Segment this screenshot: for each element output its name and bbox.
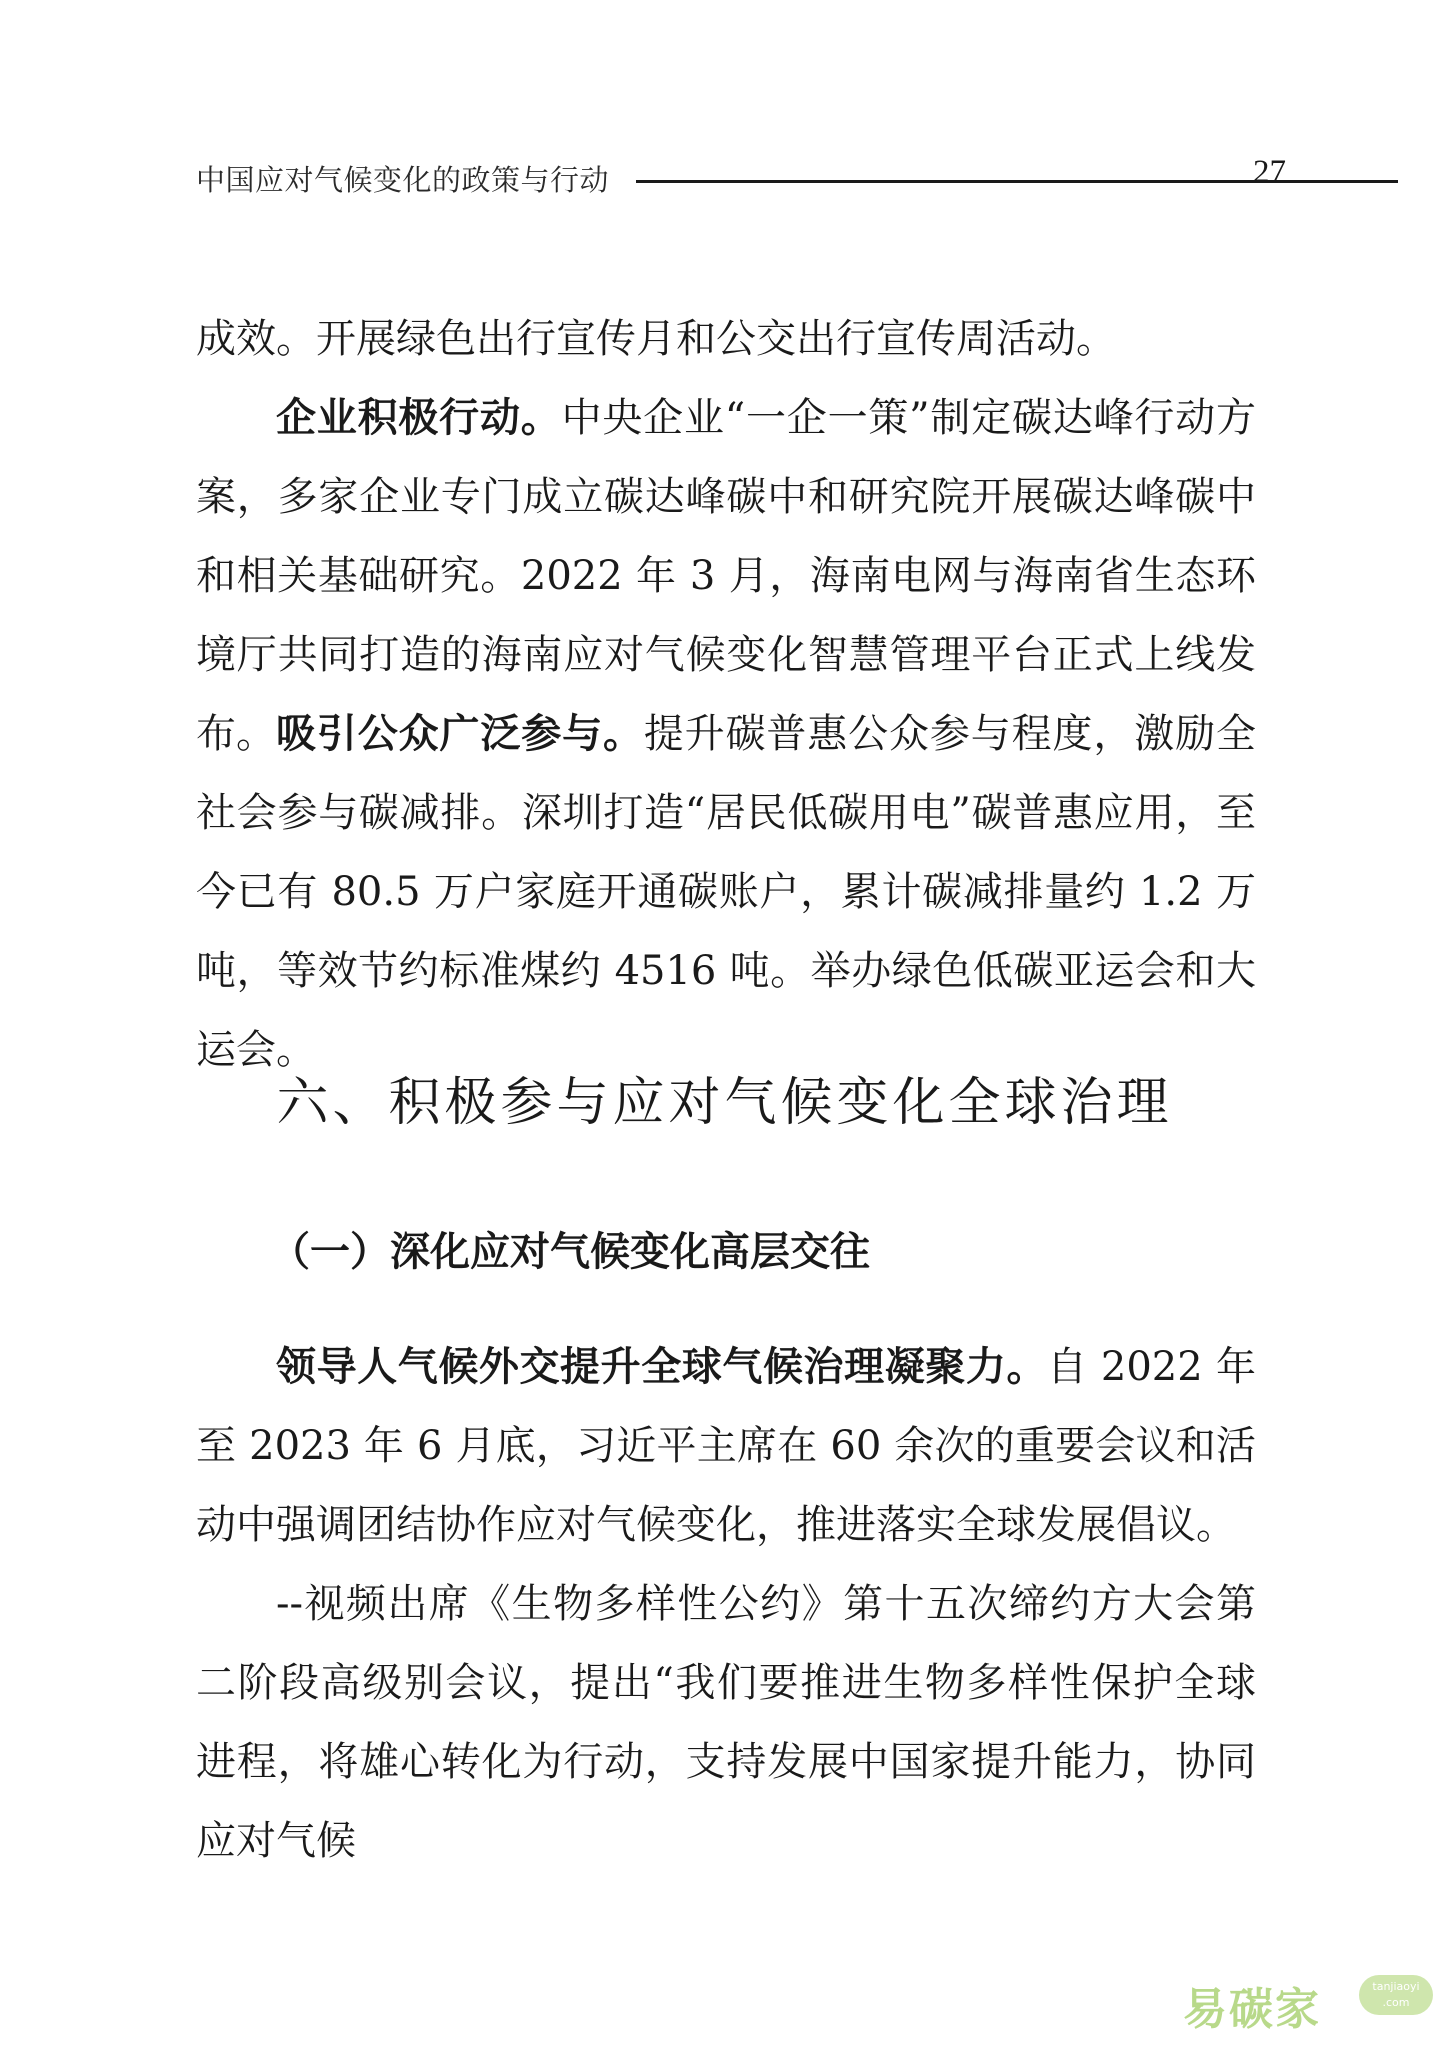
page-header (196, 150, 1286, 210)
watermark-brand: 易碳家 (1183, 1984, 1321, 2035)
paragraph-1 (196, 300, 1256, 379)
watermark-badge (1359, 1975, 1433, 2015)
paragraph-5-text: --视频出席《生物多样性公约》第十五次缔约方大会第二阶段高级别会议，提出“我们要推进生物多样性保护全球进程，将雄心转化为行动，支持发展中国家提升能力，协同应对气候 (196, 1581, 1256, 1864)
watermark-badge-line1: tanjiaoyi (1372, 1980, 1420, 1993)
subsection-title: （一）深化应对气候变化高层交往 (270, 1229, 870, 1275)
paragraph-3-lead: 吸引公众广泛参与。 (276, 711, 644, 757)
running-title: 中国应对气候变化的政策与行动 (196, 163, 610, 197)
watermark (1183, 1967, 1433, 2037)
watermark-badge-line2: .com (1382, 1996, 1410, 2009)
paragraph-2-text: 中央企业“一企一策”制定碳达峰行动方案，多家企业专门成立碳达峰碳中和研究院开展碳达峰碳中和相关基础研究。2022 年 3 月，海南电网与海南省生态环境厅共同打造的海南应对气候变化智慧管理平台正式上线发布。 (196, 395, 1257, 757)
paragraph-2-lead: 企业积极行动。 (276, 395, 562, 441)
paragraph-1-text: 成效。开展绿色出行宣传月和公交出行宣传周活动。 (196, 316, 1116, 362)
paragraph-4-lead: 领导人气候外交提升全球气候治理凝聚力。 (276, 1344, 1048, 1390)
section-title: 六、积极参与应对气候变化全球治理 (276, 1073, 1173, 1133)
paragraph-3 (196, 695, 1256, 1090)
paragraph-3-text: 提升碳普惠公众参与程度，激励全社会参与碳减排。深圳打造“居民低碳用电”碳普惠应用，至今已有 80.5 万户家庭开通碳账户，累计碳减排量约 1.2 万吨，等效节约标准煤约 4516 吨。举办绿色低碳亚运会和大运会。 (196, 711, 1257, 1073)
paragraph-4-text: 自 2022 年至 2023 年 6 月底，习近平主席在 60 余次的重要会议和活动中强调团结协作应对气候变化，推进落实全球发展倡议。 (196, 1344, 1256, 1548)
paragraph-5 (196, 1565, 1256, 1881)
page-number: 27 (1253, 154, 1286, 190)
paragraph-4 (196, 1328, 1256, 1565)
